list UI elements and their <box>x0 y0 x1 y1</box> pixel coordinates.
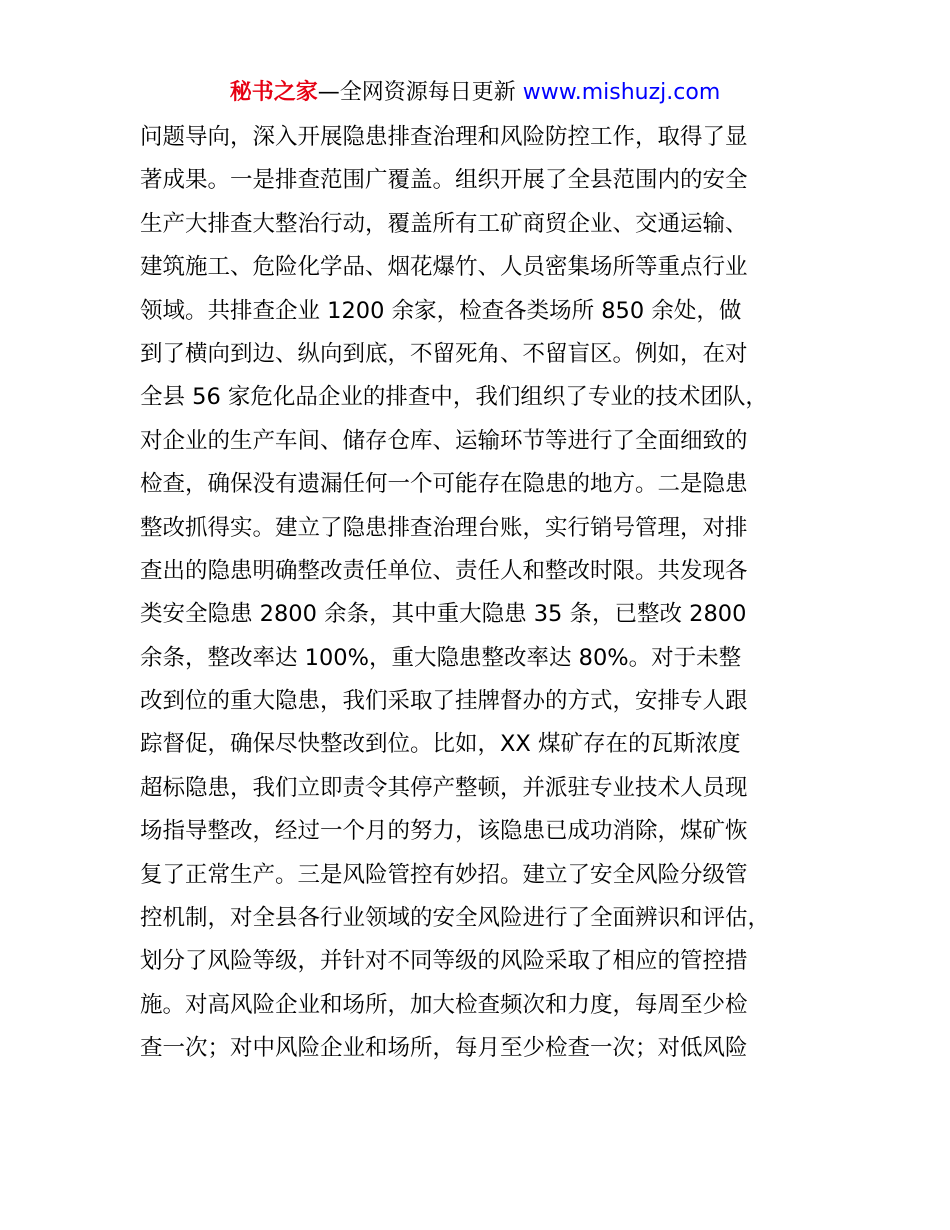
document-body <box>140 116 840 1071</box>
body-line: 余条，整改率达 100%，重大隐患整改率达 80%。对于未整 <box>140 644 742 671</box>
body-line: 改到位的重大隐患，我们采取了挂牌督办的方式，安排专人跟 <box>140 688 748 715</box>
body-line: 领域。共排查企业 1200 余家，检查各类场所 850 余处，做 <box>140 297 742 324</box>
header-tagline: —全网资源每日更新 <box>317 80 523 105</box>
body-line: 到了横向到边、纵向到底，不留死角、不留盲区。例如，在对 <box>140 340 748 367</box>
body-line: 划分了风险等级，并针对不同等级的风险采取了相应的管控措 <box>140 948 748 975</box>
body-line: 建筑施工、危险化学品、烟花爆竹、人员密集场所等重点行业 <box>140 254 748 281</box>
body-line: 问题导向，深入开展隐患排查治理和风险防控工作，取得了显 <box>140 124 748 150</box>
body-line: 查一次；对中风险企业和场所，每月至少检查一次；对低风险 <box>140 1035 748 1062</box>
body-line: 控机制，对全县各行业领域的安全风险进行了全面辨识和评估， <box>140 905 771 932</box>
body-line: 对企业的生产车间、储存仓库、运输环节等进行了全面细致的 <box>140 427 748 454</box>
site-url-link[interactable]: www.mishuzj.com <box>522 80 721 105</box>
body-line: 类安全隐患 2800 余条，其中重大隐患 35 条，已整改 2800 <box>140 601 747 628</box>
body-line: 场指导整改，经过一个月的努力，该隐患已成功消除，煤矿恢 <box>140 818 748 845</box>
body-line: 检查，确保没有遗漏任何一个可能存在隐患的地方。二是隐患 <box>140 471 748 498</box>
body-line: 施。对高风险企业和场所，加大检查频次和力度，每周至少检 <box>140 991 748 1018</box>
brand-name: 秘书之家 <box>229 80 318 105</box>
body-line: 查出的隐患明确整改责任单位、责任人和整改时限。共发现各 <box>140 557 748 584</box>
body-line: 全县 56 家危化品企业的排查中，我们组织了专业的技术团队， <box>140 384 768 411</box>
body-line: 生产大排查大整治行动，覆盖所有工矿商贸企业、交通运输、 <box>140 210 748 237</box>
body-line: 整改抓得实。建立了隐患排查治理台账，实行销号管理，对排 <box>140 514 748 541</box>
page-header <box>0 78 950 108</box>
body-line: 踪督促，确保尽快整改到位。比如，XX 煤矿存在的瓦斯浓度 <box>140 731 741 758</box>
body-line: 著成果。一是排查范围广覆盖。组织开展了全县范围内的安全 <box>140 167 748 194</box>
body-line: 超标隐患，我们立即责令其停产整顿，并派驻专业技术人员现 <box>140 774 748 801</box>
body-line: 复了正常生产。三是风险管控有妙招。建立了安全风险分级管 <box>140 861 748 888</box>
